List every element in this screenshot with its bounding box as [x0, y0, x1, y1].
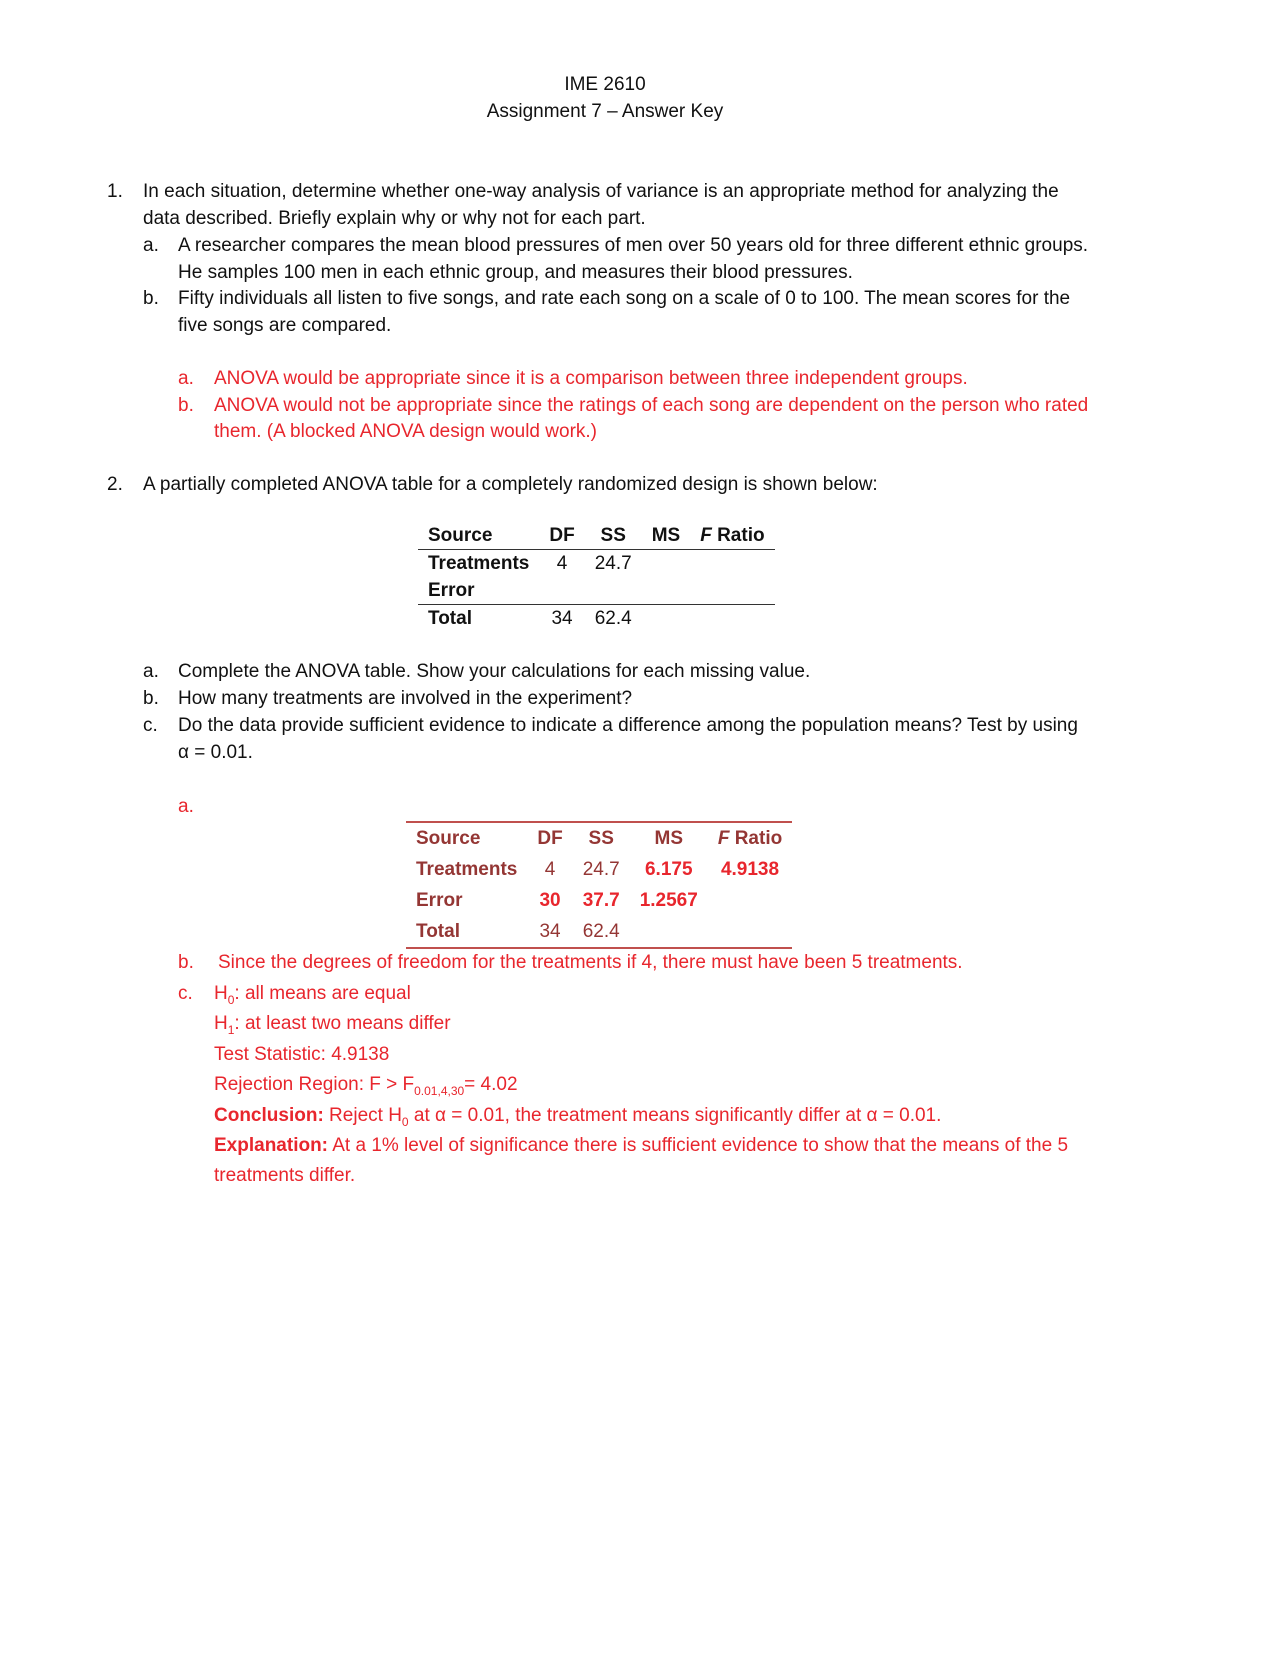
q1-answer-b-label: b.: [178, 395, 194, 416]
q1-number: 1.: [107, 181, 123, 202]
document-title: Assignment 7 – Answer Key: [486, 101, 724, 122]
cell: [690, 605, 774, 633]
cell: 37.7: [582, 889, 620, 911]
cell: Error: [416, 889, 463, 911]
q1a-label: a.: [143, 235, 159, 256]
table-row: [418, 577, 775, 605]
q2c-text: Do the data provide sufficient evidence to indicate a difference among the population means? Test by using: [178, 715, 1078, 736]
q2c-label: c.: [143, 715, 158, 736]
cell: [642, 550, 691, 578]
conclusion-text: at α = 0.01, the treatment means significantly differ at α = 0.01.: [408, 1105, 942, 1126]
cell: [585, 577, 642, 605]
q1b-label: b.: [143, 288, 159, 309]
q2a-label: a.: [143, 661, 159, 682]
cell: Treatments: [428, 552, 530, 574]
header-ss: SS: [585, 522, 642, 550]
h-symbol: H: [214, 1013, 228, 1034]
q1-text: In each situation, determine whether one-way analysis of variance is an appropriate method for analyzing the: [143, 181, 1059, 202]
q1-answer-b: them. (A blocked ANOVA design would work.): [214, 421, 597, 442]
cell: 34: [551, 607, 573, 629]
q2c-text: α = 0.01.: [178, 742, 253, 763]
conclusion-text: Reject H: [323, 1105, 402, 1126]
subscript: 0: [401, 1114, 409, 1129]
header-f-ratio: F Ratio: [690, 522, 774, 550]
partial-anova-table: [418, 522, 775, 632]
rejection-region: [214, 1074, 518, 1098]
null-hypothesis: [214, 983, 411, 1007]
q2a-text: Complete the ANOVA table. Show your calculations for each missing value.: [178, 661, 811, 682]
cell: [642, 577, 691, 605]
header-df: DF: [537, 827, 563, 849]
q1-text: data described. Briefly explain why or why not for each part.: [143, 208, 646, 229]
q1b-text: Fifty individuals all listen to five songs, and rate each song on a scale of 0 to 100. The mean scores for the: [178, 288, 1071, 309]
completed-anova-table: [406, 821, 792, 949]
rr-suffix: = 4.02: [464, 1074, 518, 1095]
q1b-text: five songs are compared.: [178, 315, 392, 336]
cell: 1.2567: [639, 889, 698, 911]
table-row: [418, 605, 775, 633]
h0-text: : all means are equal: [234, 983, 411, 1004]
header-df: DF: [539, 522, 584, 550]
explanation-text: treatments differ.: [214, 1165, 356, 1186]
cell: 4.9138: [720, 858, 780, 880]
cell: 4: [556, 552, 568, 574]
conclusion-label: Conclusion:: [214, 1105, 324, 1126]
q1a-text: A researcher compares the mean blood pressures of men over 50 years old for three different ethnic groups.: [178, 235, 1089, 256]
cell: 34: [539, 920, 561, 942]
cell: [630, 916, 708, 948]
cell: 62.4: [594, 607, 632, 629]
subscript: 0: [227, 992, 235, 1007]
subscript: 0.01,4,30: [414, 1083, 465, 1098]
q1-answer-b: ANOVA would not be appropriate since the ratings of each song are dependent on the person who rated: [214, 395, 1089, 416]
cell: Total: [416, 920, 460, 942]
header-source: Source: [416, 827, 481, 849]
explanation-label: Explanation:: [214, 1135, 329, 1156]
q2-answer-b-label: b.: [178, 952, 194, 973]
conclusion: [214, 1105, 941, 1129]
cell: 24.7: [594, 552, 632, 574]
course-code: IME 2610: [564, 74, 646, 95]
h1-text: : at least two means differ: [234, 1013, 451, 1034]
table-row: [406, 854, 792, 885]
q2-number: 2.: [107, 474, 123, 495]
header-f-ratio: F Ratio: [717, 827, 783, 849]
header-ss: SS: [588, 827, 614, 849]
header-source: Source: [418, 522, 539, 550]
header-ms: MS: [642, 522, 691, 550]
table-row: [418, 550, 775, 578]
header-ms: MS: [654, 827, 683, 849]
cell: 4: [544, 858, 556, 880]
q1-answer-a-label: a.: [178, 368, 194, 389]
cell: 24.7: [582, 858, 620, 880]
cell: [642, 605, 691, 633]
cell: 62.4: [582, 920, 620, 942]
table-header-row: [406, 822, 792, 854]
cell: [708, 916, 792, 948]
cell: [708, 885, 792, 916]
subscript: 1: [227, 1022, 235, 1037]
q1-answer-a: ANOVA would be appropriate since it is a comparison between three independent groups.: [214, 368, 968, 389]
cell: Error: [418, 577, 539, 605]
h-symbol: H: [214, 983, 228, 1004]
cell: Total: [428, 607, 472, 629]
alternative-hypothesis: [214, 1013, 451, 1037]
q2-text: A partially completed ANOVA table for a completely randomized design is shown below:: [143, 474, 878, 495]
q2b-text: How many treatments are involved in the experiment?: [178, 688, 633, 709]
explanation: [214, 1135, 1068, 1157]
q2b-label: b.: [143, 688, 159, 709]
table-header-row: [418, 522, 775, 550]
table-row: [406, 916, 792, 948]
q2-answer-a-label: a.: [178, 796, 194, 817]
cell: 30: [539, 889, 561, 911]
cell: 6.175: [644, 858, 693, 880]
q1a-text: He samples 100 men in each ethnic group, and measures their blood pressures.: [178, 262, 853, 283]
cell: [690, 577, 774, 605]
q2-answer-c-label: c.: [178, 983, 193, 1004]
cell: Treatments: [416, 858, 518, 880]
test-statistic: Test Statistic: 4.9138: [214, 1044, 390, 1065]
q2-answer-b: Since the degrees of freedom for the treatments if 4, there must have been 5 treatments.: [218, 952, 963, 973]
cell: [690, 550, 774, 578]
table-row: [406, 885, 792, 916]
rr-prefix: Rejection Region: F > F: [214, 1074, 415, 1095]
cell: [539, 577, 584, 605]
explanation-text: At a 1% level of significance there is sufficient evidence to show that the means of the 5: [328, 1135, 1069, 1156]
